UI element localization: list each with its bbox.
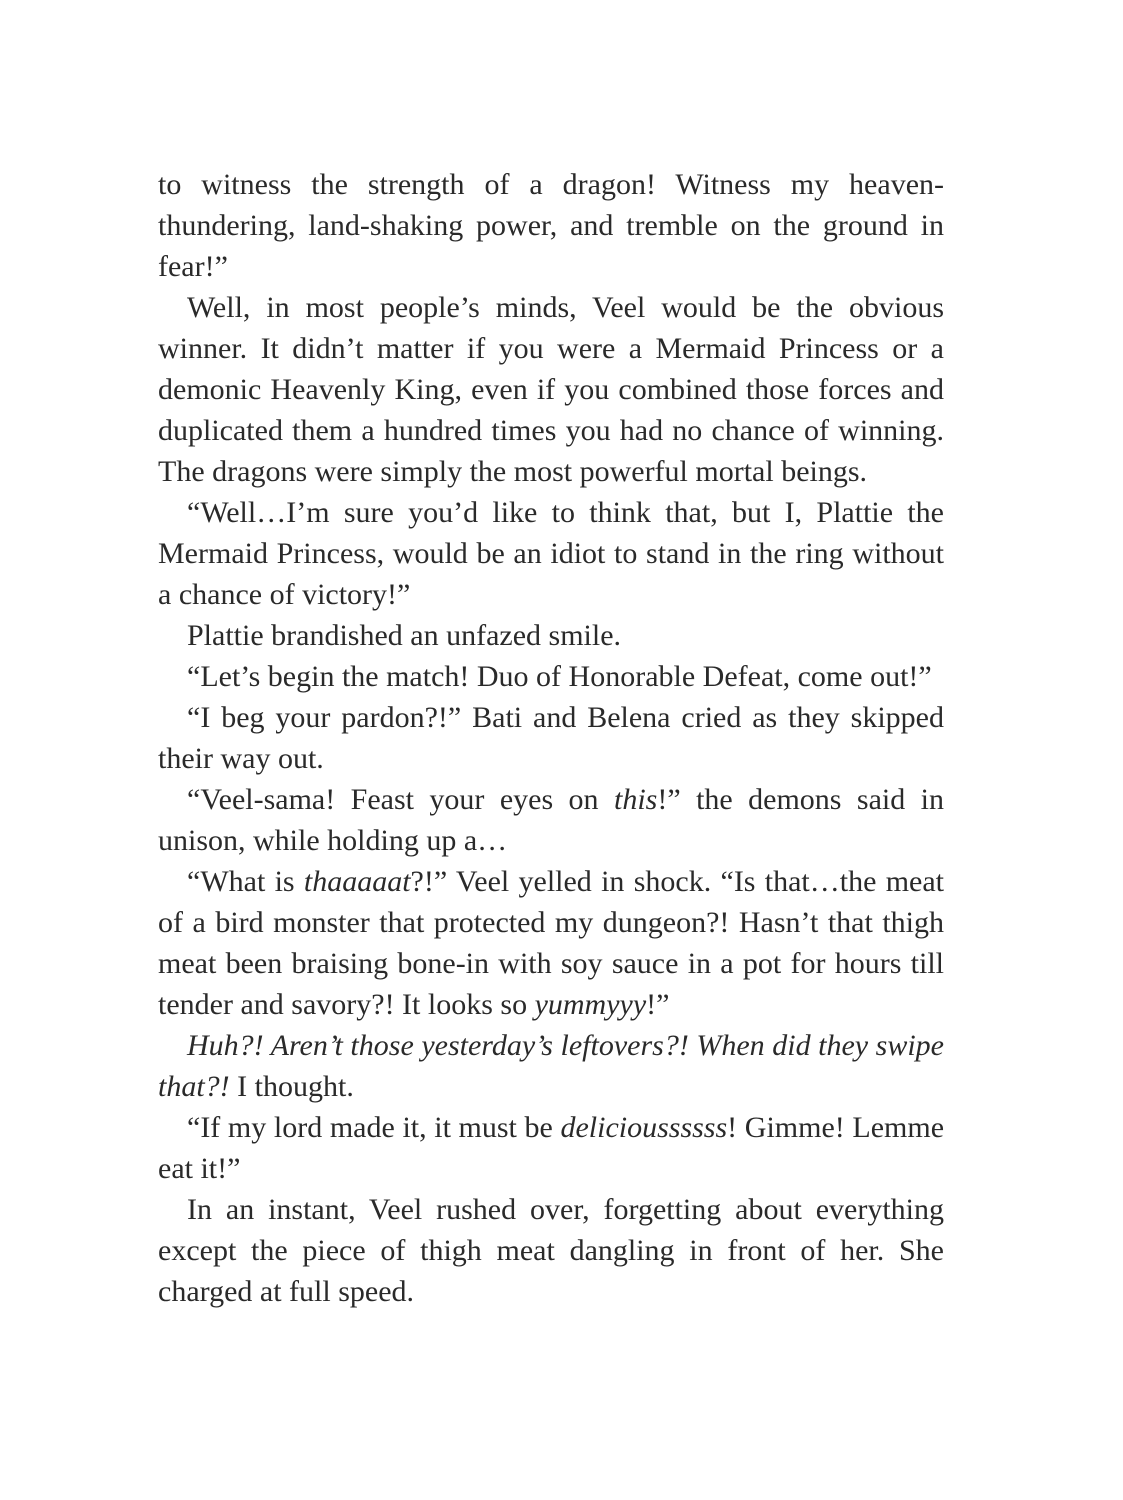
text-segment: “What is (187, 865, 304, 898)
paragraph-8 (158, 861, 944, 1025)
italic-segment: Huh?! Aren’t those yesterday’s leftovers?! When did they swipe that?! (158, 1029, 944, 1103)
paragraph-10 (158, 1107, 944, 1189)
italic-segment: thaaaaat (303, 865, 411, 898)
paragraph-5 (158, 656, 944, 697)
text-segment: “Veel-sama! Feast your eyes on (187, 783, 614, 816)
paragraph-9 (158, 1025, 944, 1107)
text-segment: “If my lord made it, it must be (187, 1111, 561, 1144)
text-segment: “Well…I’m sure you’d like to think that, but I, Plattie the Mermaid Princess, would be an idiot to stand in the ring without a chance of victory!” (158, 496, 944, 611)
text-segment: ?!” Veel yelled in shock. “Is that…the meat of a bird monster that protected my dungeon?! Hasn’t that thigh meat been braising bone-in with soy sauce in a pot for hours till tender and savory?! It looks so (158, 865, 944, 1021)
paragraph-11 (158, 1189, 944, 1312)
paragraph-7 (158, 779, 944, 861)
paragraph-4 (158, 615, 944, 656)
paragraph-3 (158, 492, 944, 615)
text-segment: !” the demons said in unison, while holding up a… (158, 783, 944, 857)
text-segment: “Let’s begin the match! Duo of Honorable Defeat, come out!” (187, 660, 932, 693)
paragraph-2 (158, 287, 944, 492)
text-segment: “I beg your pardon?!” Bati and Belena cried as they skipped their way out. (158, 701, 944, 775)
paragraph-6 (158, 697, 944, 779)
paragraph-1 (158, 164, 944, 287)
text-segment: I thought. (229, 1070, 354, 1103)
text-segment: !” (646, 988, 670, 1021)
italic-segment: yummyyy (534, 988, 647, 1021)
italic-segment: delicioussssss (560, 1111, 728, 1144)
italic-segment: this (613, 783, 658, 816)
text-segment: In an instant, Veel rushed over, forgetting about everything except the piece of thigh meat dangling in front of her. She charged at full speed. (158, 1193, 944, 1308)
text-segment: to witness the strength of a dragon! Witness my heaven-thundering, land-shaking power, and tremble on the ground in fear!” (158, 168, 944, 283)
text-segment: Plattie brandished an unfazed smile. (187, 619, 622, 652)
book-page (158, 164, 944, 1312)
text-segment: ! Gimme! Lemme eat it!” (158, 1111, 945, 1185)
text-segment: Well, in most people’s minds, Veel would be the obvious winner. It didn’t matter if you were a Mermaid Princess or a demonic Heavenly King, even if you combined those forces and duplicated them a hundred times you had no chance of winning. The dragons were simply the most powerful mortal beings. (158, 291, 944, 488)
